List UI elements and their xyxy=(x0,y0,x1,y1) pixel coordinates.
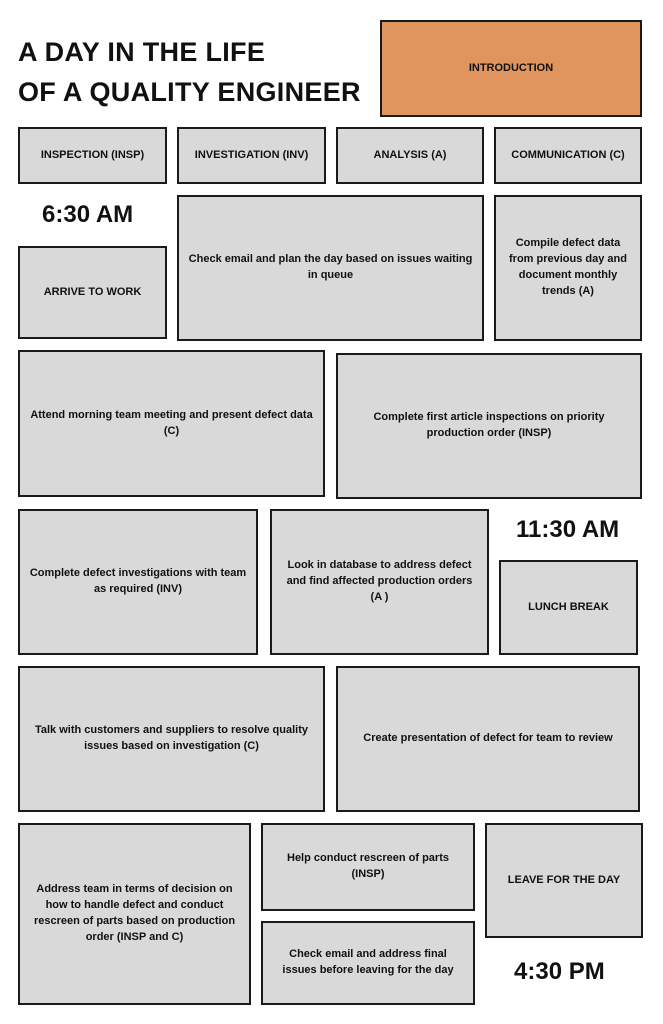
task-morning-meeting: Attend morning team meeting and present defect data (C) xyxy=(18,350,325,497)
task-compile-defect-data: Compile defect data from previous day and document monthly trends (A) xyxy=(494,195,642,341)
end-time: 4:30 PM xyxy=(514,958,605,985)
task-leave-for-the-day: LEAVE FOR THE DAY xyxy=(485,823,643,938)
category-inspection: INSPECTION (INSP) xyxy=(18,127,167,184)
task-lunch-break: LUNCH BREAK xyxy=(499,560,638,655)
task-database-lookup: Look in database to address defect and find affected production orders (A ) xyxy=(270,509,489,655)
task-talk-customers-suppliers: Talk with customers and suppliers to resolve quality issues based on investigation (C) xyxy=(18,666,325,812)
task-address-team: Address team in terms of decision on how to handle defect and conduct rescreen of parts based on production order (INSP and C) xyxy=(18,823,251,1005)
lunch-time: 11:30 AM xyxy=(516,516,620,543)
title-line-2: OF A QUALITY ENGINEER xyxy=(18,77,361,107)
category-analysis: ANALYSIS (A) xyxy=(336,127,484,184)
title-line-1: A DAY IN THE LIFE xyxy=(18,37,266,67)
task-final-email-check: Check email and address final issues before leaving for the day xyxy=(261,921,475,1005)
introduction-box: INTRODUCTION xyxy=(380,20,642,117)
task-defect-investigations: Complete defect investigations with team as required (INV) xyxy=(18,509,258,655)
start-time: 6:30 AM xyxy=(42,201,134,228)
category-investigation: INVESTIGATION (INV) xyxy=(177,127,326,184)
task-arrive-to-work: ARRIVE TO WORK xyxy=(18,246,167,339)
task-first-article-inspection: Complete first article inspections on priority production order (INSP) xyxy=(336,353,642,499)
task-help-rescreen: Help conduct rescreen of parts (INSP) xyxy=(261,823,475,911)
category-communication: COMMUNICATION (C) xyxy=(494,127,642,184)
task-create-presentation: Create presentation of defect for team to review xyxy=(336,666,640,812)
task-check-email-plan: Check email and plan the day based on issues waiting in queue xyxy=(177,195,484,341)
page-title xyxy=(18,32,361,112)
